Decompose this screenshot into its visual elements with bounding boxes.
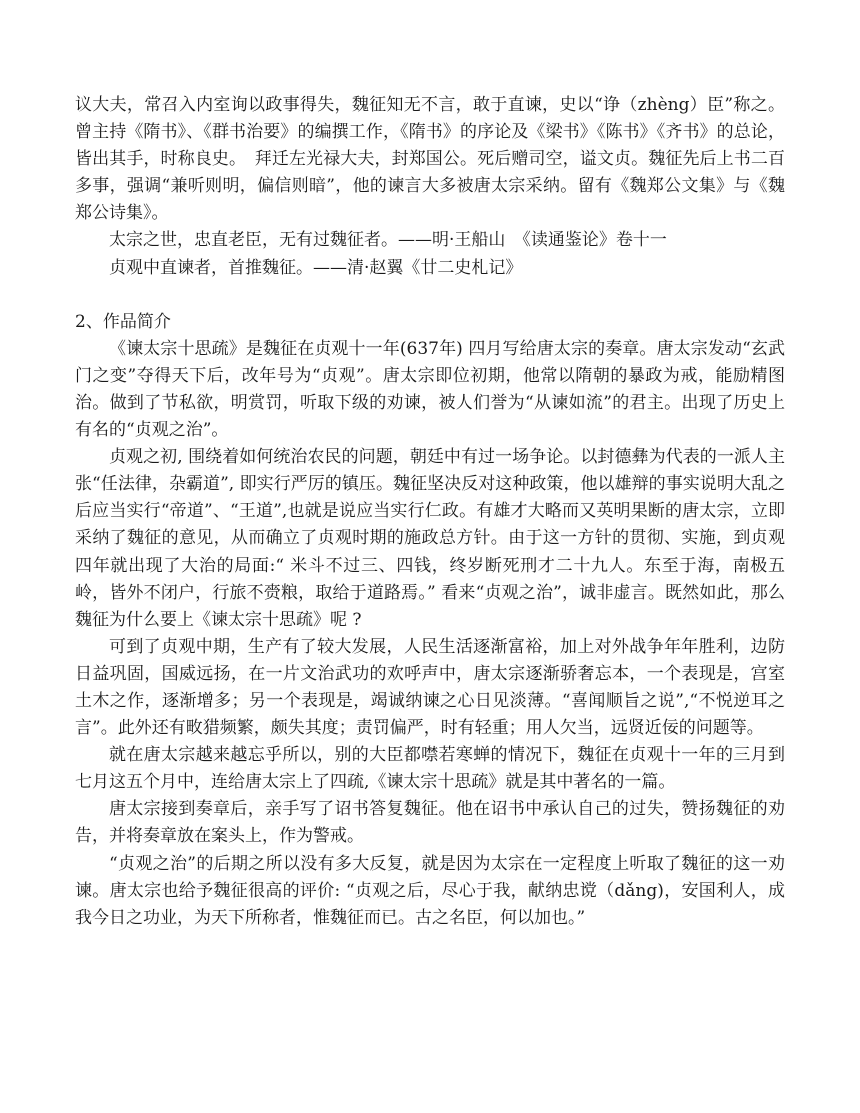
body-paragraph: 可到了贞观中期，生产有了较大发展，人民生活逐渐富裕，加上对外战争年年胜利，边防日益巩固，国威远扬，在一片文治武功的欢呼声中，唐太宗逐渐骄奢忘本，一个表现是，宫室土木之作，逐渐增多；另一个表现是，竭诚纳谏之心日见淡薄。“喜闻顺旨之说”,“不悦逆耳之言”。此外还有畋猎频繁，颇失其度；责罚偏严，时有轻重；用人欠当，远贤近佞的问题等。 (75, 636, 785, 739)
quote-wang-chuanshan: 太宗之世，忠直老臣，无有过魏征者。——明·王船山 《读通鉴论》卷十一 (109, 230, 667, 251)
body-paragraph: 就在唐太宗越来越忘乎所以，别的大臣都噤若寒蝉的情况下，魏征在贞观十一年的三月到七月这五个月中，连给唐太宗上了四疏,《谏太宗十思疏》就是其中著名的一篇。 (75, 745, 785, 793)
intro-paragraph: 《谏太宗十思疏》是魏征在贞观十一年(637年) 四月写给唐太宗的奏章。唐太宗发动“玄武门之变”夺得天下后，改年号为“贞观”。唐太宗即位初期，他常以隋朝的暴政为戒，能励精图治。做到了节私欲，明赏罚，听取下级的劝谏，被人们誉为“从谏如流”的君主。出现了历史上有名的“贞观之治”。 (75, 338, 785, 441)
bio-paragraph: 议大夫，常召入内室询以政事得失，魏征知无不言，敢于直谏，史以“诤（zhèng）臣”称之。曾主持《隋书》、《群书治要》的编撰工作，《隋书》的序论及《梁书》《陈书》《齐书》的总论，皆出其手，时称良史。 拜迁左光禄大夫，封郑国公。死后赠司空，谥文贞。魏征先后上书二百多事，强调“兼听则明，偏信则暗”，他的谏言大多被唐太宗采纳。留有《魏郑公文集》与《魏郑公诗集》。 (75, 95, 785, 224)
document-page (75, 92, 785, 932)
body-paragraph: 唐太宗接到奏章后，亲手写了诏书答复魏征。他在诏书中承认自己的过失，赞扬魏征的劝告，并将奏章放在案头上，作为警戒。 (75, 799, 785, 847)
section-spacer (75, 282, 785, 309)
section-heading: 2、作品简介 (75, 311, 171, 332)
quote-zhao-yi: 贞观中直谏者，首推魏征。——清·赵翼《廿二史札记》 (109, 257, 523, 278)
closing-paragraph: “贞观之治”的后期之所以没有多大反复，就是因为太宗在一定程度上听取了魏征的这一劝谏。唐太宗也给予魏征很高的评价: “贞观之后，尽心于我，献纳忠谠（dǎng)，安国利人，成我今日之功业，为天下所称者，惟魏征而已。古之名臣，何以加也。” (75, 853, 785, 928)
body-paragraph: 贞观之初, 围绕着如何统治农民的问题，朝廷中有过一场争论。以封德彝为代表的一派人主张“任法律，杂霸道”, 即实行严厉的镇压。魏征坚决反对这种政策，他以雄辩的事实说明大乱之后应当实行“帝道”、“王道”,也就是说应当实行仁政。有雄才大略而又英明果断的唐太宗，立即采纳了魏征的意见，从而确立了贞观时期的施政总方针。由于这一方针的贯彻、实施，到贞观四年就出现了大治的局面:“ 米斗不过三、四钱，终岁断死刑才二十九人。东至于海，南极五岭，皆外不闭户，行旅不赍粮，取给于道路焉。” 看来“贞观之治”，诚非虚言。既然如此，那么魏征为什么要上《谏太宗十思疏》呢 ? (75, 447, 785, 630)
